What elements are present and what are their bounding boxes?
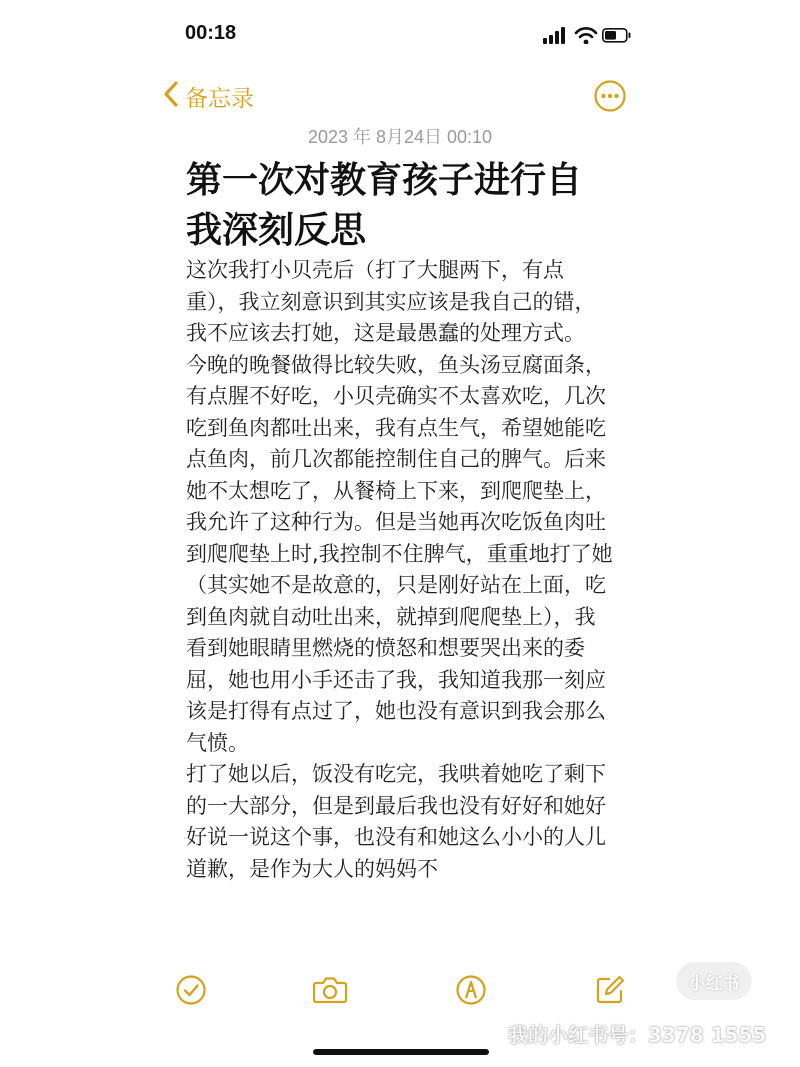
note-body[interactable] <box>186 255 616 965</box>
back-label: 备忘录 <box>185 85 254 112</box>
signal-icon <box>543 27 565 44</box>
note-title[interactable]: 第一次对教育孩子进行自我深刻反思 <box>186 160 583 251</box>
camera-button[interactable] <box>310 972 350 1012</box>
note-paragraph: 打了她以后，饭没有吃完，我哄着她吃了剩下的一大部分，但是到最后我也没有好好和她好好说一说这个事，也没有和她这么小小的人儿道歉，是作为大人的妈妈不 <box>186 762 606 881</box>
note-paragraph: 这次我打小贝壳后（打了大腿两下，有点重），我立刻意识到其实应该是我自己的错，我不应该去打她，这是最愚蠢的处理方式。 <box>186 258 596 345</box>
home-indicator[interactable] <box>313 1049 489 1055</box>
nav-bar <box>0 72 800 120</box>
status-icons <box>543 26 633 44</box>
chevron-left-icon <box>163 80 179 112</box>
checklist-button[interactable] <box>171 972 211 1012</box>
more-button[interactable] <box>593 79 627 113</box>
compose-icon <box>594 974 626 1010</box>
camera-icon <box>312 975 348 1009</box>
compose-button[interactable] <box>590 972 630 1012</box>
watermark-badge: 小红书 <box>676 962 752 1000</box>
note-paragraph: 今晚的晚餐做得比较失败，鱼头汤豆腐面条，有点腥不好吃，小贝壳确实不太喜欢吃，几次吃到鱼肉都吐出来，我有点生气，希望她能吃点鱼肉，前几次都能控制住自己的脾气。后来她不太想吃了，从餐椅上下来，到爬爬垫上，我允许了这种行为。但是当她再次吃饭鱼肉吐到爬爬垫上时,我控制不住脾气，重重地打了她（其实她不是故意的，只是刚好站在上面，吃到鱼肉就自动吐出来，就掉到爬爬垫上），我看到她眼睛里燃烧的愤怒和想要哭出来的委屈，她也用小手还击了我，我知道我那一刻应该是打得有点过了，她也没有意识到我会那么气愤。 <box>186 352 613 755</box>
back-button[interactable] <box>163 80 254 112</box>
ellipsis-circle-icon <box>593 98 627 117</box>
status-time: 00:18 <box>185 22 237 44</box>
checklist-icon <box>175 974 207 1010</box>
markup-button[interactable] <box>451 972 491 1012</box>
note-date: 2023 年 8月24日 00:10 <box>307 127 493 147</box>
status-bar <box>0 0 800 70</box>
markup-icon <box>455 974 487 1010</box>
battery-icon <box>603 29 631 42</box>
wifi-icon <box>576 28 596 44</box>
watermark-id: 我的小红书号：3378 1555 <box>508 1023 767 1047</box>
